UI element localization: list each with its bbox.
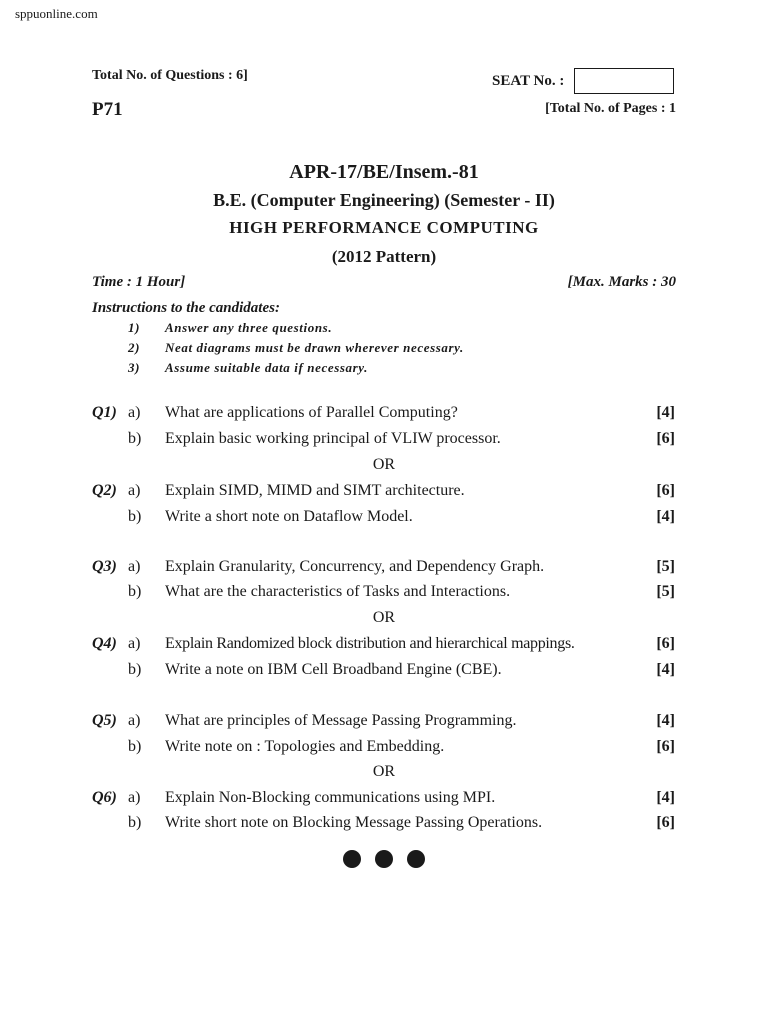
question-number: Q2) <box>92 482 117 499</box>
or-separator: OR <box>372 609 396 626</box>
question-text: Write a note on IBM Cell Broadband Engine (CBE). <box>165 661 502 678</box>
marks: [5] <box>656 583 675 600</box>
dot-icon <box>407 850 425 868</box>
subpart-label: a) <box>128 635 141 652</box>
subpart-label: a) <box>128 789 141 806</box>
question-text: What are the characteristics of Tasks and Interactions. <box>165 583 511 600</box>
course-title: B.E. (Computer Engineering) (Semester - II) <box>213 190 555 210</box>
seat-label: SEAT No. : <box>492 73 565 89</box>
question-text: Write short note on Blocking Message Passing Operations. <box>165 814 543 831</box>
marks: [6] <box>656 430 675 447</box>
time-label: Time : 1 Hour] <box>92 274 186 290</box>
marks: [6] <box>656 482 675 499</box>
subpart-label: b) <box>128 583 142 600</box>
max-marks: [Max. Marks : 30 <box>567 274 676 290</box>
instruction-text: Assume suitable data if necessary. <box>165 360 369 375</box>
marks: [6] <box>656 738 675 755</box>
question-text: What are principles of Message Passing Programming. <box>165 712 517 729</box>
question-text: What are applications of Parallel Computing? <box>165 404 458 421</box>
end-of-paper-marker <box>0 850 768 868</box>
question-number: Q5) <box>92 712 117 729</box>
instruction-num: 1) <box>128 320 141 335</box>
question-text: Write note on : Topologies and Embedding. <box>165 738 445 755</box>
subject-title: HIGH PERFORMANCE COMPUTING <box>229 218 539 237</box>
dot-icon <box>375 850 393 868</box>
subpart-label: a) <box>128 482 141 499</box>
marks: [5] <box>656 558 675 575</box>
question-number: Q4) <box>92 635 117 652</box>
seat-number-box <box>574 68 674 94</box>
subpart-label: a) <box>128 404 141 421</box>
question-text: Explain SIMD, MIMD and SIMT architecture. <box>165 482 465 499</box>
marks: [6] <box>656 635 675 652</box>
or-separator: OR <box>372 763 396 780</box>
instruction-num: 2) <box>128 340 141 355</box>
instruction-num: 3) <box>128 360 141 375</box>
question-text: Explain basic working principal of VLIW processor. <box>165 430 501 447</box>
question-number: Q1) <box>92 404 117 421</box>
question-text: Explain Granularity, Concurrency, and Dependency Graph. <box>165 558 545 575</box>
marks: [4] <box>656 661 675 678</box>
subpart-label: b) <box>128 738 142 755</box>
instruction-text: Answer any three questions. <box>165 320 333 335</box>
total-pages: [Total No. of Pages : 1 <box>545 101 676 116</box>
instruction-text: Neat diagrams must be drawn wherever necessary. <box>165 340 464 355</box>
marks: [4] <box>656 712 675 729</box>
subpart-label: a) <box>128 558 141 575</box>
marks: [4] <box>656 404 675 421</box>
total-questions: Total No. of Questions : 6] <box>92 68 248 83</box>
source-watermark: sppuonline.com <box>15 6 98 21</box>
subpart-label: b) <box>128 508 142 525</box>
question-number: Q3) <box>92 558 117 575</box>
paper-code: P71 <box>92 99 123 120</box>
subpart-label: b) <box>128 661 142 678</box>
marks: [6] <box>656 814 675 831</box>
exam-code: APR-17/BE/Insem.-81 <box>289 161 479 183</box>
question-text: Write a short note on Dataflow Model. <box>165 508 413 525</box>
subpart-label: b) <box>128 430 142 447</box>
subpart-label: a) <box>128 712 141 729</box>
question-text: Explain Randomized block distribution and hierarchical mappings. <box>165 635 575 652</box>
question-number: Q6) <box>92 789 117 806</box>
or-separator: OR <box>372 456 396 473</box>
instructions-heading: Instructions to the candidates: <box>92 300 280 316</box>
marks: [4] <box>656 508 675 525</box>
subpart-label: b) <box>128 814 142 831</box>
marks: [4] <box>656 789 675 806</box>
dot-icon <box>343 850 361 868</box>
pattern-title: (2012 Pattern) <box>331 247 437 266</box>
question-text: Explain Non-Blocking communications using MPI. <box>165 789 496 806</box>
